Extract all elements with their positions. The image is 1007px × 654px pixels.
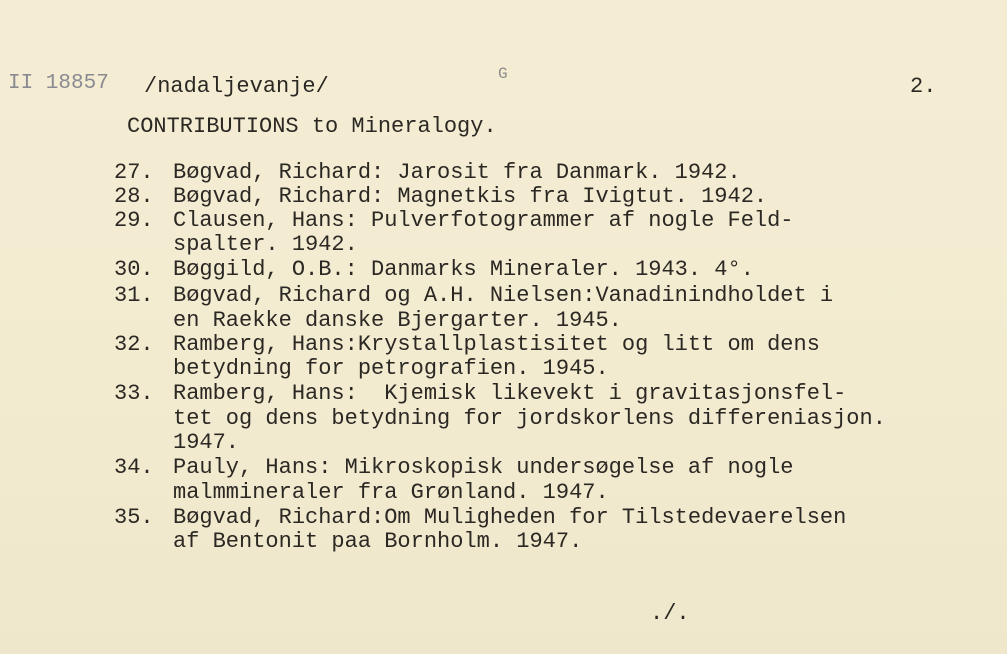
entry-number: 28. xyxy=(114,184,154,209)
entry-number: 27. xyxy=(114,160,154,185)
continuation-mark: ./. xyxy=(650,601,690,626)
entry-number: 30. xyxy=(114,257,154,282)
entry-line: spalter. 1942. xyxy=(173,232,358,257)
card-title: CONTRIBUTIONS to Mineralogy. xyxy=(127,114,497,139)
entry-number: 34. xyxy=(114,455,154,480)
entry-line: af Bentonit paa Bornholm. 1947. xyxy=(173,529,583,554)
entry-line: Clausen, Hans: Pulverfotogrammer af nogle Feld- xyxy=(173,208,794,233)
entry-number: 31. xyxy=(114,283,154,308)
entry-line: betydning for petrografien. 1945. xyxy=(173,356,609,381)
letter-mark: G xyxy=(498,65,508,83)
entry-line: tet og dens betydning for jordskorlens differeniasjon. xyxy=(173,406,886,431)
entry-line: Bøgvad, Richard: Magnetkis fra Ivigtut. 1942. xyxy=(173,184,768,209)
entry-line: Pauly, Hans: Mikroskopisk undersøgelse af nogle xyxy=(173,455,794,480)
entry-line: 1947. xyxy=(173,430,240,455)
entry-line: Ramberg, Hans:Krystallplastisitet og litt om dens xyxy=(173,332,820,357)
entry-line: Bøgvad, Richard: Jarosit fra Danmark. 1942. xyxy=(173,160,741,185)
entry-number: 32. xyxy=(114,332,154,357)
accession-number: II 18857 xyxy=(8,72,109,95)
entry-number: 33. xyxy=(114,381,154,406)
entry-line: Bøgvad, Richard:Om Muligheden for Tilstedevaerelsen xyxy=(173,505,847,530)
entry-line: Bøggild, O.B.: Danmarks Mineraler. 1943. 4°. xyxy=(173,257,754,282)
entry-number: 29. xyxy=(114,208,154,233)
card-number: 2. xyxy=(910,74,937,99)
call-number: /nadaljevanje/ xyxy=(144,74,329,99)
entry-line: en Raekke danske Bjergarter. 1945. xyxy=(173,308,622,333)
entry-line: malmmineraler fra Grønland. 1947. xyxy=(173,480,609,505)
entry-line: Ramberg, Hans: Kjemisk likevekt i gravitasjonsfel- xyxy=(173,381,847,406)
entry-number: 35. xyxy=(114,505,154,530)
entry-line: Bøgvad, Richard og A.H. Nielsen:Vanadinindholdet i xyxy=(173,283,834,308)
